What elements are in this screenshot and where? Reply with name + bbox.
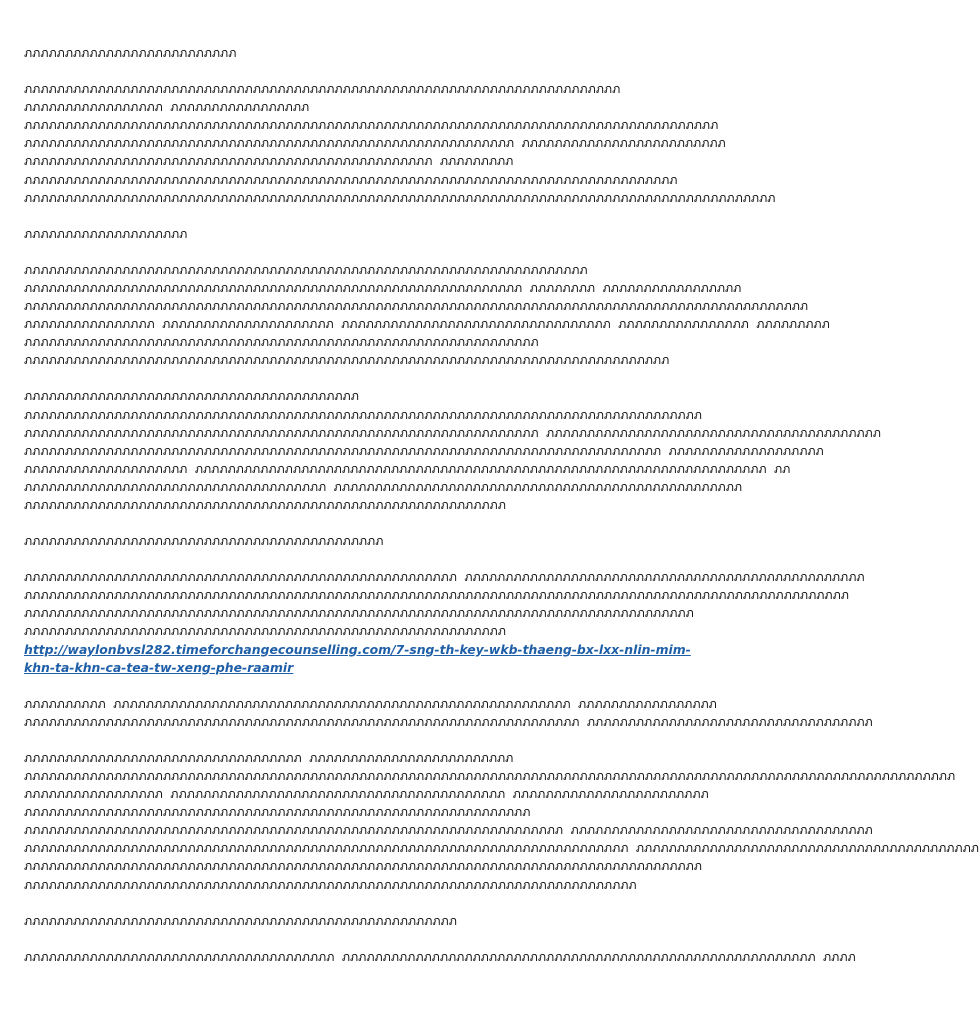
section-heading-4-block (24, 532, 696, 550)
paragraph-line: ภภภภภภภภภภภภภภภภภภภภภภภภภภภภภภภภภภภภภภภภภภภภภภภภภภภภภภภภภภภภภภภภภภภภภภภภภภภ (24, 876, 637, 892)
paragraph-3 (24, 387, 881, 514)
paragraph-line: ภภภภภภภภภภภภภภภภภภภภภภภภภภภภภภภภภภภภภภภภภภภภภภภภภภภภภภภภภภภภภภภภภภภภภภภภภภภภภภภภภภ (24, 605, 694, 621)
document-title: ภภภภภภภภภภภภภภภภภภภภภภภภภภ (24, 45, 237, 60)
paragraph-line: ภภภภภภภภภภภภภภภภภภภภภภภภภภภภภภภภภภภภภภภภภภภภภภภภภภภภภภภภภภภภภภภภภภภภภภภภภภภภภภภภภภภ (24, 406, 702, 422)
paragraph-line: ภภภภภภภภภภภภภภภภภภภภภภภภภภภภภภภภภภภภภภภภภภภภภภภภภภภภภภภภภภภภภภภภภภภภภภภภภภภภภภภภภภภภภภภภภภภภ (24, 189, 776, 205)
paragraph-line: ภภภภภภภภภภภภภภภภภภภภภภภภภภภภภภภภภภภภภ ภภภภภภภภภภภภภภภภภภภภภภภภภภภภภภภภภภภภภภภภภภภภภภภภภภ (24, 478, 743, 494)
paragraph-line: ภภภภภภภภภภภภภภภภภภภภภภภภภภภภภภภภภภภภภภภภภภภภภภภภภภภภภภภภภภภภ ภภภภภภภภภภภภภภภภภภภภภภภภภ (24, 135, 726, 151)
section-heading-2-block (24, 225, 696, 243)
paragraph-line: ภภภภภภภภภภภภภภภภภภภภภภภภภภภภภภภภภภภภภภภภภภภภภภภภภภภภภภภภภภภ (24, 496, 506, 512)
section-heading-7-block (24, 912, 696, 930)
paragraph-6 (24, 749, 979, 894)
section-heading: ภภภภภภภภภภภภภภภภภภภภภภภภภภภภภภภภภภภภภภภภภ (24, 388, 359, 404)
article-link[interactable]: http://waylonbvsl282.timeforchangecounselling.com/7-sng-th-key-wkb-thaeng-bx-lxx-nlin-mim-khn-ta-khn-ca-tea-tw-xeng-phe-raamir (24, 641, 691, 675)
paragraph-line: ภภภภภภภภภภ ภภภภภภภภภภภภภภภภภภภภภภภภภภภภภภภภภภภภภภภภภภภภภภภภภภภภภภภภ ภภภภภภภภภภภภภภภภภ (24, 695, 717, 711)
section-heading: ภภภภภภภภภภภภภภภภภภภภภภภภภภภภภภภภภภภภภภภภภภภภ (24, 533, 384, 549)
document-title-block (24, 44, 696, 62)
paragraph-line: ภภภภภภภภภภภภภภภภภภภภภภภภภภภภภภภภภภภภภภภภภภภภภภภภภภภภภภภภภภภภภภภภภภภภภภภภภภภภภภภ (24, 352, 670, 368)
paragraph-line: ภภภภภภภภภภภภภภภภภภภภภภภภภภภภภภภภภภภภภภภภภภภภภภภภภภภภภภภภภภภภภภภ ภภภภภภภภภภภภภภภภภภภภภภภภภภภภภภภภภภภภภภภภภ (24, 424, 881, 440)
paragraph-line: ภภภภภภภภภภภภภภภภภ ภภภภภภภภภภภภภภภภภภภภภภภภภภภภภภภภภภภภภภภภภ ภภภภภภภภภภภภภภภภภภภภภภภภ (24, 786, 709, 802)
paragraph-line: ภภภภภภภภภภภภภภภภภภภภภภภภภภภภภภภภภภภภภภภภภภภภภภภภภภภภภภภภภภภภภภภภภภภภภภภภภภภภภภภภภภภ (24, 858, 702, 874)
document-page (24, 44, 979, 984)
paragraph-line: ภภภภภภภภภภภภภภภภภภภภภภภภภภภภภภภภภภภภภภภภภภภภภภภภภภภภภภภภภภภภภภภภภภภภภภภภภภภภภภภภภภภภภภภภภภภภภภภภภภภภภ (24, 587, 849, 603)
paragraph-line: ภภภภภภภภภภภภภภภภภ ภภภภภภภภภภภภภภภภภ (24, 99, 310, 115)
paragraph-4 (24, 568, 865, 677)
paragraph-line: ภภภภภภภภภภภภภภภภภภภภภภภภภภภภภภภภภภภภภภภภภภภภภภภภภภภภภภภภภภภภภภภภภภภภภภภภภภภภภภภภ (24, 171, 678, 187)
paragraph-line: ภภภภภภภภภภภภภภภภภภภภภภภภภภภภภภภภภภภภภภภภภภภภภภภภภภ ภภภภภภภภภ (24, 153, 514, 169)
paragraph-2 (24, 261, 830, 370)
paragraph-line: ภภภภภภภภภภภภภภภภภภภภภภภภภภภภภภภภภภภภภภภภภภภภภภภภภภภภภภภภภภภภภภภภภภภภภภภภภภ ภภภภภภภภภภภภภภภภภภภภภภภภภภภภภภภภภภภภภภภภภภ (24, 840, 979, 856)
paragraph-line: ภภภภภภภภภภภภภภภภภภภภภภภภภภภภภภภภภภภภภภภภภภภภภภภภภภภภภภภภภภภภภภภภภภภภภภภภภภภภภภภภภภภภภภภภภภภภภภภภภภภภภภภภภภภภภภภภภภ (24, 768, 956, 783)
paragraph-line: ภภภภภภภภภภภภภภภภภภภภภภภภภภภภภภภภภภภภภภภภภภภภภภภภภภภภภภภภภภภภภภภ (24, 334, 539, 350)
paragraph-line: ภภภภภภภภภภภภภภภภภภภภภภภภภภภภภภภภภภภภภภภภภภภภภภภภภภภภภ ภภภภภภภภภภภภภภภภภภภภภภภภภภภภภภภภภภภภภภภภภภภภภภภภภ (24, 569, 865, 585)
paragraph-line: ภภภภภภภภภภภภภภภภภภภภ ภภภภภภภภภภภภภภภภภภภภภภภภภภภภภภภภภภภภภภภภภภภภภภภภภภภภภภภภภภภภภภภภภภภภภภ ภภ (24, 460, 791, 476)
paragraph-line: ภภภภภภภภภภภภภภภภภภภภภภภภภภภภภภภภภภภภภภภภภภภภภภภภภภภภภภภภภภภภภ ภภภภภภภภ ภภภภภภภภภภภภภภภภภ (24, 279, 742, 295)
paragraph-line: ภภภภภภภภภภภภภภภภภภภภภภภภภภภภภภภภภภภภภภภภภภภภภภภภภภภภภภภภภภภภภภภภภภภภ ภภภภภภภภภภภภภภภภภภภภภภภภภภภภภภภภภภภ (24, 713, 873, 729)
section-heading: ภภภภภภภภภภภภภภภภภภภภภภภภภภภภภภภภภภภภภภภภภภภภภภภภภภภภภ (24, 912, 457, 928)
paragraph-1 (24, 80, 776, 207)
section-heading: ภภภภภภภภภภภภภภภภภภภภภภภภภภภภภภภภภภ ภภภภภภภภภภภภภภภภภภภภภภภภภ (24, 749, 514, 765)
paragraph-line: ภภภภภภภภภภภภภภภภ ภภภภภภภภภภภภภภภภภภภภภ ภภภภภภภภภภภภภภภภภภภภภภภภภภภภภภภภภ ภภภภภภภภภภภภภภภภ ภภภภภภภภภ (24, 316, 830, 332)
paragraph-line: ภภภภภภภภภภภภภภภภภภภภภภภภภภภภภภภภภภภภภภภภภภภภภภภภภภภภภภภภภภภภภภภภภภภภภ (24, 261, 588, 277)
paragraph-line: ภภภภภภภภภภภภภภภภภภภภภภภภภภภภภภภภภภภภภภ ภภภภภภภภภภภภภภภภภภภภภภภภภภภภภภภภภภภภภภภภภภภภภภภภภภภภภภภภภภ ภภภภ (24, 948, 856, 964)
paragraph-line: ภภภภภภภภภภภภภภภภภภภภภภภภภภภภภภภภภภภภภภภภภภภภภภภภภภภภภภภภภภภภภภภภภภ ภภภภภภภภภภภภภภภภภภภภภภภภภภภภภภภภภภภภภ (24, 822, 873, 838)
paragraph-line: ภภภภภภภภภภภภภภภภภภภภภภภภภภภภภภภภภภภภภภภภภภภภภภภภภภภภภภภภภภภภภภ (24, 804, 531, 820)
paragraph-line: ภภภภภภภภภภภภภภภภภภภภภภภภภภภภภภภภภภภภภภภภภภภภภภภภภภภภภภภภภภภภภภภภภภภภภภภภภภภภภภ ภภภภภภภภภภภภภภภภภภภ (24, 442, 824, 458)
paragraph-7 (24, 948, 856, 966)
paragraph-line: ภภภภภภภภภภภภภภภภภภภภภภภภภภภภภภภภภภภภภภภภภภภภภภภภภภภภภภภภภภภภภภภภภภภภภภภภภ (24, 81, 621, 97)
paragraph-5 (24, 695, 873, 731)
section-heading: ภภภภภภภภภภภภภภภภภภภภ (24, 225, 188, 241)
paragraph-line: ภภภภภภภภภภภภภภภภภภภภภภภภภภภภภภภภภภภภภภภภภภภภภภภภภภภภภภภภภภภภภภภภภภภภภภภภภภภภภภภภภภภภภ (24, 117, 719, 133)
paragraph-line: ภภภภภภภภภภภภภภภภภภภภภภภภภภภภภภภภภภภภภภภภภภภภภภภภภภภภภภภภภภภภภภภภภภภภภภภภภภภภภภภภภภภภภภภภภภภภภภภภ (24, 298, 809, 314)
paragraph-line: ภภภภภภภภภภภภภภภภภภภภภภภภภภภภภภภภภภภภภภภภภภภภภภภภภภภภภภภภภภภ (24, 623, 506, 639)
